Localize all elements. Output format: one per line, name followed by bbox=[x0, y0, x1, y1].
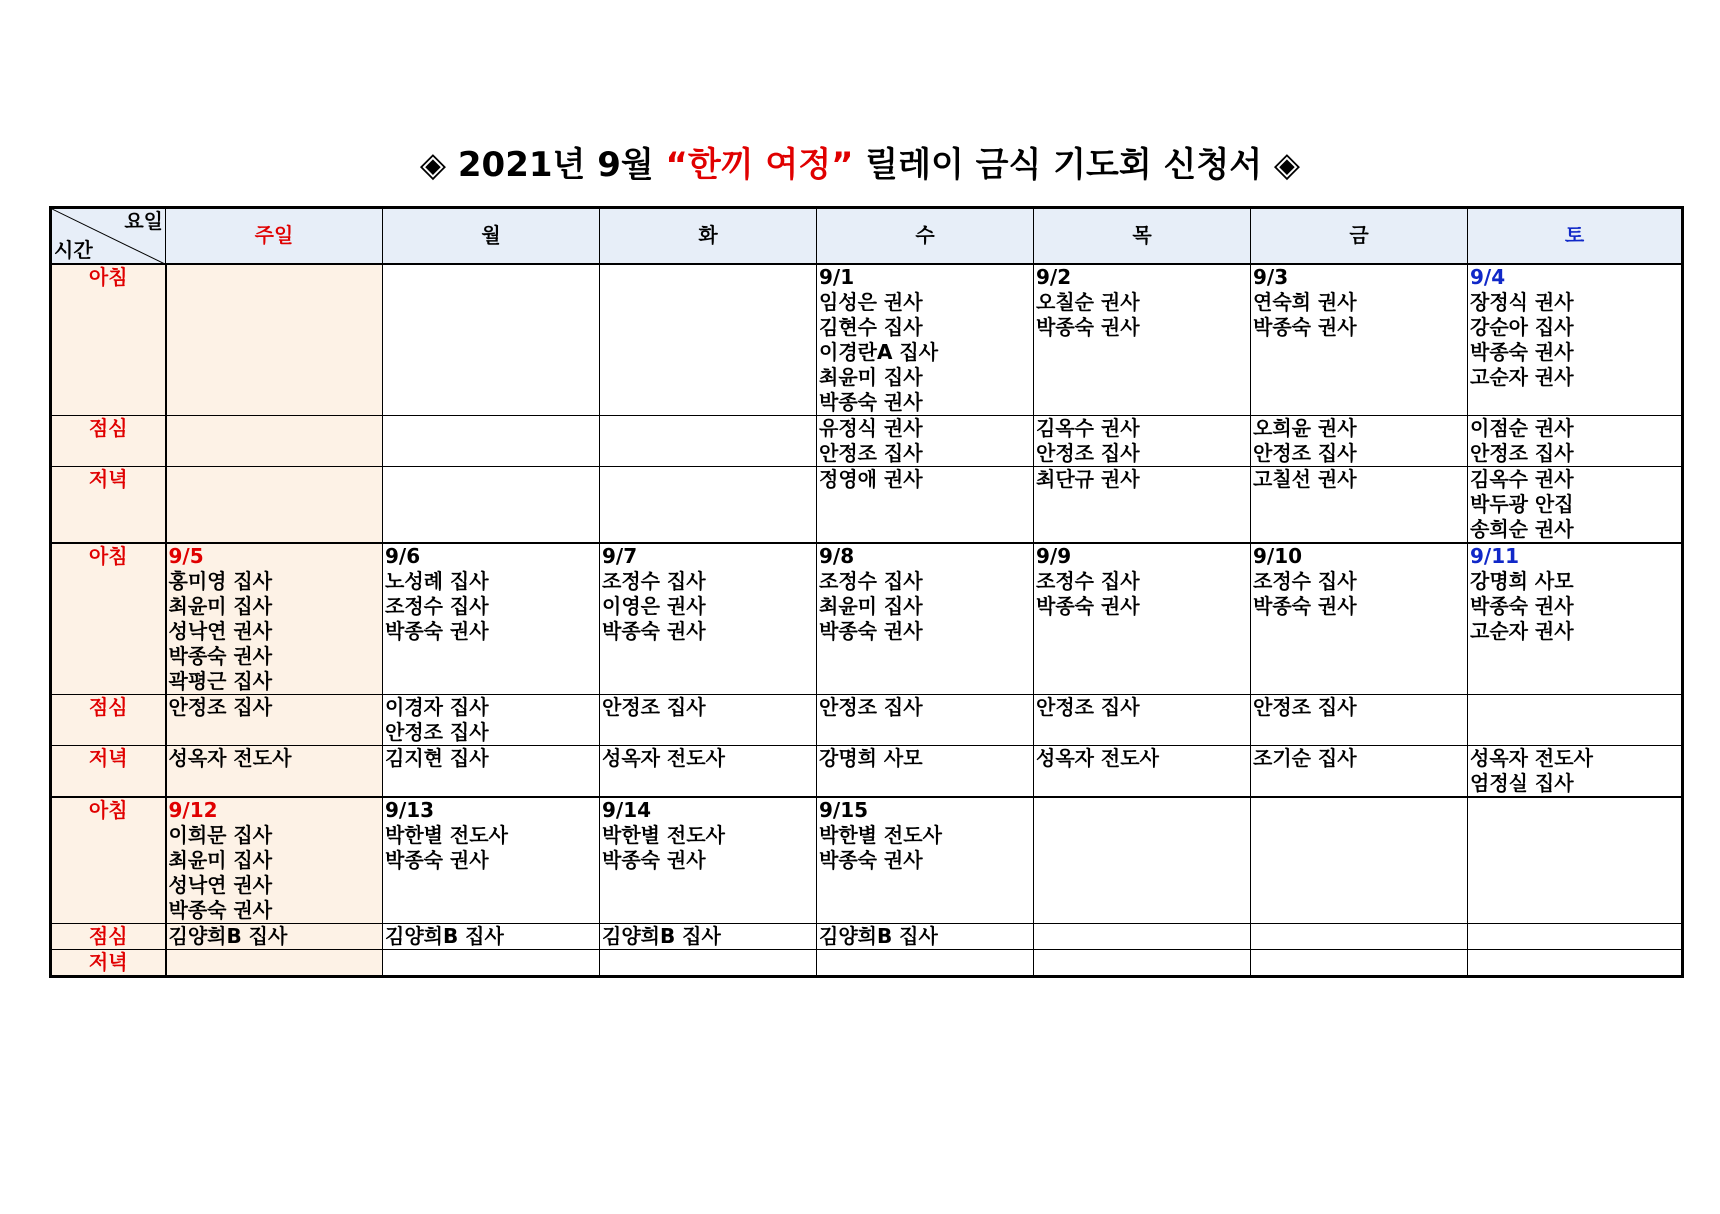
schedule-cell[interactable] bbox=[166, 923, 383, 949]
schedule-cell[interactable] bbox=[600, 264, 817, 416]
participant-name: 박종숙 권사 bbox=[1470, 339, 1574, 364]
participant-name: 성옥자 전도사 bbox=[1036, 745, 1159, 770]
participant-name: 고순자 권사 bbox=[1470, 364, 1574, 389]
time-slot-label: 저녁 bbox=[51, 745, 166, 797]
participant-name: 박종숙 권사 bbox=[168, 643, 273, 668]
schedule-cell[interactable] bbox=[383, 745, 600, 797]
participant-name: 강명희 사모 bbox=[819, 745, 923, 770]
schedule-cell[interactable] bbox=[1034, 264, 1251, 416]
participant-name: 안정조 집사 bbox=[1470, 440, 1574, 465]
corner-day-label: 요일 bbox=[124, 209, 163, 233]
title-prefix: ◈ 2021년 9월 bbox=[419, 145, 666, 185]
schedule-cell[interactable] bbox=[383, 923, 600, 949]
participant-name: 유정식 권사 bbox=[819, 415, 923, 440]
schedule-cell[interactable] bbox=[600, 694, 817, 745]
date-label: 9/2 bbox=[1036, 264, 1072, 289]
date-label: 9/1 bbox=[819, 264, 855, 289]
participant-name: 박종숙 권사 bbox=[819, 618, 923, 643]
schedule-cell[interactable] bbox=[600, 415, 817, 466]
participant-name: 김현수 집사 bbox=[819, 314, 923, 339]
participant-name: 안정조 집사 bbox=[819, 694, 923, 719]
schedule-cell[interactable] bbox=[1034, 466, 1251, 543]
participant-name: 강명희 사모 bbox=[1470, 568, 1574, 593]
schedule-cell[interactable] bbox=[383, 415, 600, 466]
schedule-cell[interactable] bbox=[1034, 745, 1251, 797]
time-slot-label: 저녁 bbox=[51, 949, 166, 976]
time-slot-label: 아침 bbox=[51, 543, 166, 695]
participant-name: 최윤미 집사 bbox=[168, 593, 273, 618]
schedule-cell[interactable] bbox=[383, 694, 600, 745]
schedule-body bbox=[51, 264, 1683, 977]
schedule-cell[interactable] bbox=[600, 797, 817, 924]
participant-name: 박한별 전도사 bbox=[819, 822, 942, 847]
participant-name: 노성례 집사 bbox=[385, 568, 489, 593]
schedule-cell[interactable] bbox=[1468, 466, 1683, 543]
participant-name: 박한별 전도사 bbox=[602, 822, 725, 847]
day-header-tue: 화 bbox=[600, 208, 817, 264]
time-slot-label: 아침 bbox=[51, 797, 166, 924]
participant-name: 성옥자 전도사 bbox=[1470, 745, 1593, 770]
participant-name: 최윤미 집사 bbox=[168, 847, 273, 872]
schedule-cell[interactable] bbox=[817, 694, 1034, 745]
participant-name: 박종숙 권사 bbox=[1036, 593, 1140, 618]
participant-name: 조정수 집사 bbox=[602, 568, 706, 593]
schedule-cell[interactable] bbox=[1251, 745, 1468, 797]
schedule-cell[interactable] bbox=[600, 466, 817, 543]
schedule-cell[interactable] bbox=[1468, 923, 1683, 949]
participant-name: 박종숙 권사 bbox=[602, 618, 706, 643]
date-label: 9/15 bbox=[819, 797, 869, 822]
schedule-cell[interactable] bbox=[1251, 264, 1468, 416]
participant-name: 홍미영 집사 bbox=[168, 568, 273, 593]
day-header-wed: 수 bbox=[817, 208, 1034, 264]
title-highlight: “한끼 여정” bbox=[665, 145, 854, 185]
date-label: 9/7 bbox=[602, 543, 638, 568]
schedule-cell[interactable] bbox=[166, 264, 383, 416]
participant-name: 박종숙 권사 bbox=[1036, 314, 1140, 339]
schedule-cell[interactable] bbox=[166, 797, 383, 924]
schedule-cell[interactable] bbox=[1034, 415, 1251, 466]
participant-name: 박종숙 권사 bbox=[819, 847, 923, 872]
schedule-cell[interactable] bbox=[817, 415, 1034, 466]
date-label: 9/8 bbox=[819, 543, 855, 568]
date-label: 9/13 bbox=[385, 797, 435, 822]
schedule-row bbox=[51, 466, 1683, 543]
schedule-row bbox=[51, 949, 1683, 976]
participant-name: 송희순 권사 bbox=[1470, 516, 1574, 541]
schedule-cell[interactable] bbox=[166, 415, 383, 466]
schedule-cell[interactable] bbox=[817, 745, 1034, 797]
schedule-cell[interactable] bbox=[1468, 543, 1683, 695]
participant-name: 최단규 권사 bbox=[1036, 466, 1140, 491]
schedule-cell[interactable] bbox=[1251, 466, 1468, 543]
participant-name: 김양희B 집사 bbox=[819, 923, 938, 948]
participant-name: 안정조 집사 bbox=[168, 694, 273, 719]
day-header-mon: 월 bbox=[383, 208, 600, 264]
date-label: 9/10 bbox=[1253, 543, 1303, 568]
schedule-row bbox=[51, 797, 1683, 924]
date-label: 9/9 bbox=[1036, 543, 1072, 568]
participant-name: 김옥수 권사 bbox=[1036, 415, 1140, 440]
date-label: 9/11 bbox=[1470, 543, 1520, 568]
participant-name: 조정수 집사 bbox=[385, 593, 489, 618]
participant-name: 조정수 집사 bbox=[1036, 568, 1140, 593]
participant-name: 박종숙 권사 bbox=[168, 897, 273, 922]
schedule-cell[interactable] bbox=[600, 923, 817, 949]
schedule-cell[interactable] bbox=[1468, 797, 1683, 924]
date-label: 9/5 bbox=[168, 543, 204, 568]
participant-name: 성옥자 전도사 bbox=[168, 745, 292, 770]
date-label: 9/6 bbox=[385, 543, 421, 568]
participant-name: 박종숙 권사 bbox=[819, 389, 923, 414]
time-slot-label: 저녁 bbox=[51, 466, 166, 543]
participant-name: 성옥자 전도사 bbox=[602, 745, 725, 770]
schedule-cell[interactable] bbox=[1034, 797, 1251, 924]
participant-name: 조정수 집사 bbox=[819, 568, 923, 593]
time-slot-label: 아침 bbox=[51, 264, 166, 416]
participant-name: 엄정실 집사 bbox=[1470, 770, 1574, 795]
schedule-cell[interactable] bbox=[600, 745, 817, 797]
participant-name: 김양희B 집사 bbox=[168, 923, 288, 948]
time-slot-label: 점심 bbox=[51, 415, 166, 466]
participant-name: 이영은 권사 bbox=[602, 593, 706, 618]
participant-name: 박한별 전도사 bbox=[385, 822, 508, 847]
schedule-cell[interactable] bbox=[1468, 745, 1683, 797]
time-slot-label: 점심 bbox=[51, 923, 166, 949]
schedule-cell[interactable] bbox=[1034, 949, 1251, 976]
schedule-cell[interactable] bbox=[383, 264, 600, 416]
schedule-row bbox=[51, 264, 1683, 416]
schedule-cell[interactable] bbox=[1251, 694, 1468, 745]
participant-name: 안정조 집사 bbox=[1036, 694, 1140, 719]
schedule-cell[interactable] bbox=[166, 543, 383, 695]
schedule-cell[interactable] bbox=[166, 745, 383, 797]
participant-name: 조정수 집사 bbox=[1253, 568, 1357, 593]
participant-name: 고칠선 권사 bbox=[1253, 466, 1357, 491]
participant-name: 이점순 권사 bbox=[1470, 415, 1574, 440]
schedule-cell[interactable] bbox=[1468, 415, 1683, 466]
day-header-fri: 금 bbox=[1251, 208, 1468, 264]
time-slot-label: 점심 bbox=[51, 694, 166, 745]
participant-name: 곽평근 집사 bbox=[168, 668, 273, 693]
schedule-cell[interactable] bbox=[166, 694, 383, 745]
participant-name: 박종숙 권사 bbox=[385, 618, 489, 643]
schedule-row bbox=[51, 923, 1683, 949]
title-suffix: 릴레이 금식 기도회 신청서 ◈ bbox=[853, 145, 1301, 185]
schedule-cell[interactable] bbox=[1251, 949, 1468, 976]
day-header-sat: 토 bbox=[1468, 208, 1683, 264]
day-header-thu: 목 bbox=[1034, 208, 1251, 264]
participant-name: 안정조 집사 bbox=[819, 440, 923, 465]
schedule-cell[interactable] bbox=[166, 949, 383, 976]
date-label: 9/14 bbox=[602, 797, 652, 822]
participant-name: 연숙희 권사 bbox=[1253, 289, 1357, 314]
page-title bbox=[0, 140, 1720, 190]
schedule-cell[interactable] bbox=[1468, 949, 1683, 976]
participant-name: 오칠순 권사 bbox=[1036, 289, 1140, 314]
schedule-table bbox=[49, 206, 1684, 978]
schedule-cell[interactable] bbox=[817, 466, 1034, 543]
participant-name: 안정조 집사 bbox=[385, 719, 489, 744]
participant-name: 장정식 권사 bbox=[1470, 289, 1574, 314]
corner-time-label: 시간 bbox=[54, 237, 93, 262]
participant-name: 안정조 집사 bbox=[1253, 440, 1357, 465]
participant-name: 안정조 집사 bbox=[1036, 440, 1140, 465]
participant-name: 조기순 집사 bbox=[1253, 745, 1357, 770]
schedule-cell[interactable] bbox=[383, 949, 600, 976]
schedule-cell[interactable] bbox=[383, 466, 600, 543]
participant-name: 임성은 권사 bbox=[819, 289, 923, 314]
corner-cell bbox=[51, 208, 166, 264]
schedule-row bbox=[51, 415, 1683, 466]
date-label: 9/4 bbox=[1470, 264, 1506, 289]
participant-name: 정영애 권사 bbox=[819, 466, 923, 491]
participant-name: 김지현 집사 bbox=[385, 745, 489, 770]
participant-name: 강순아 집사 bbox=[1470, 314, 1574, 339]
schedule-cell[interactable] bbox=[166, 466, 383, 543]
date-label: 9/3 bbox=[1253, 264, 1289, 289]
participant-name: 박종숙 권사 bbox=[385, 847, 489, 872]
participant-name: 김옥수 권사 bbox=[1470, 466, 1574, 491]
schedule-cell[interactable] bbox=[1468, 694, 1683, 745]
schedule-cell[interactable] bbox=[1251, 543, 1468, 695]
schedule-cell[interactable] bbox=[1468, 264, 1683, 416]
schedule-cell[interactable] bbox=[817, 543, 1034, 695]
participant-name: 오희윤 권사 bbox=[1253, 415, 1357, 440]
schedule-cell[interactable] bbox=[383, 797, 600, 924]
header-row bbox=[51, 208, 1683, 264]
participant-name: 박종숙 권사 bbox=[602, 847, 706, 872]
schedule-cell[interactable] bbox=[817, 264, 1034, 416]
participant-name: 이경자 집사 bbox=[385, 694, 489, 719]
participant-name: 성낙연 권사 bbox=[168, 618, 273, 643]
date-label: 9/12 bbox=[168, 797, 218, 822]
participant-name: 최윤미 집사 bbox=[819, 364, 923, 389]
participant-name: 박종숙 권사 bbox=[1253, 314, 1357, 339]
participant-name: 박종숙 권사 bbox=[1470, 593, 1574, 618]
participant-name: 김양희B 집사 bbox=[602, 923, 721, 948]
day-header-sun: 주일 bbox=[166, 208, 383, 264]
participant-name: 이희문 집사 bbox=[168, 822, 273, 847]
participant-name: 박두광 안집 bbox=[1470, 491, 1574, 516]
schedule-cell[interactable] bbox=[383, 543, 600, 695]
schedule-cell[interactable] bbox=[1251, 797, 1468, 924]
schedule-cell[interactable] bbox=[817, 949, 1034, 976]
schedule-cell[interactable] bbox=[1034, 543, 1251, 695]
schedule-cell[interactable] bbox=[817, 923, 1034, 949]
schedule-row bbox=[51, 543, 1683, 695]
schedule-row bbox=[51, 745, 1683, 797]
participant-name: 이경란A 집사 bbox=[819, 339, 939, 364]
participant-name: 고순자 권사 bbox=[1470, 618, 1574, 643]
schedule-row bbox=[51, 694, 1683, 745]
participant-name: 최윤미 집사 bbox=[819, 593, 923, 618]
participant-name: 박종숙 권사 bbox=[1253, 593, 1357, 618]
schedule-cell[interactable] bbox=[1034, 923, 1251, 949]
schedule-cell[interactable] bbox=[600, 543, 817, 695]
schedule-cell[interactable] bbox=[1251, 923, 1468, 949]
participant-name: 김양희B 집사 bbox=[385, 923, 504, 948]
participant-name: 성낙연 권사 bbox=[168, 872, 273, 897]
schedule-cell[interactable] bbox=[600, 949, 817, 976]
schedule-cell[interactable] bbox=[1034, 694, 1251, 745]
participant-name: 안정조 집사 bbox=[602, 694, 706, 719]
schedule-cell[interactable] bbox=[1251, 415, 1468, 466]
participant-name: 안정조 집사 bbox=[1253, 694, 1357, 719]
schedule-cell[interactable] bbox=[817, 797, 1034, 924]
